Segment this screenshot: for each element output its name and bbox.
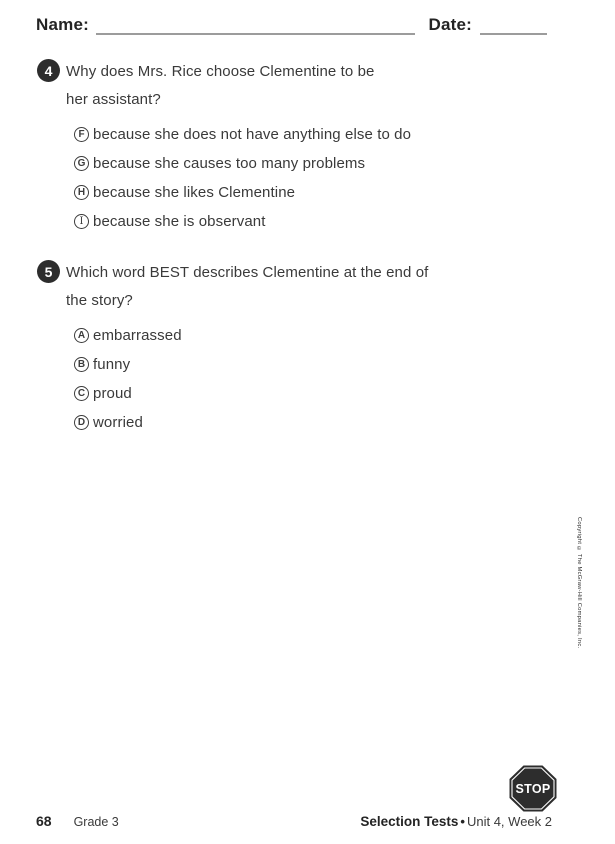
choice-text: proud — [93, 385, 132, 402]
choice-b — [74, 350, 556, 379]
question-4-choices — [74, 120, 556, 236]
choice-bubble-icon — [74, 328, 89, 343]
date-label: Date: — [428, 15, 472, 34]
choice-d — [74, 408, 556, 437]
choice-c — [74, 379, 556, 408]
choice-letter: I — [79, 215, 84, 227]
grade-label: Grade 3 — [73, 815, 119, 829]
choice-bubble-icon — [74, 386, 89, 401]
question-4 — [36, 58, 556, 236]
choice-text: because she causes too many problems — [93, 155, 366, 172]
question-number-badge: 5 — [37, 260, 60, 283]
choice-a — [74, 321, 556, 350]
choice-letter: B — [77, 358, 86, 370]
name-blank-line — [96, 17, 416, 35]
question-text — [66, 58, 375, 114]
question-text-line: the story? — [66, 292, 133, 309]
name-label: Name: — [36, 15, 89, 34]
choice-letter: C — [77, 387, 86, 399]
choice-letter: G — [77, 157, 86, 169]
choice-f — [74, 120, 556, 149]
date-blank-line — [480, 17, 547, 35]
choice-g — [74, 149, 556, 178]
question-text-line: Which word BEST describes Clementine at the end of — [66, 264, 429, 281]
choice-letter: F — [78, 128, 85, 140]
choice-text: embarrassed — [93, 327, 182, 344]
choice-bubble-icon — [74, 214, 89, 229]
page-number: 68 — [36, 813, 52, 829]
choice-bubble-icon — [74, 127, 89, 142]
copyright-text: Copyright © The McGraw-Hill Companies, Inc. — [576, 517, 582, 649]
choice-letter: H — [77, 186, 86, 198]
questions-section — [36, 58, 556, 437]
question-number-badge: 4 — [37, 59, 60, 82]
header — [36, 14, 547, 35]
footer-right — [360, 814, 552, 829]
footer-bullet: • — [460, 814, 465, 829]
question-4-stem — [36, 58, 556, 114]
choice-text: worried — [93, 414, 143, 431]
question-text-line: Why does Mrs. Rice choose Clementine to be — [66, 63, 375, 80]
footer-unit-label: Unit 4, Week 2 — [466, 814, 552, 829]
choice-letter: D — [77, 416, 86, 428]
choice-h — [74, 178, 556, 207]
footer-book-title: Selection Tests — [360, 814, 459, 829]
question-5-stem — [36, 259, 556, 315]
question-5 — [36, 259, 556, 437]
choice-text: because she is observant — [93, 213, 266, 230]
choice-bubble-icon — [74, 415, 89, 430]
question-text-line: her assistant? — [66, 91, 161, 108]
question-5-choices — [74, 321, 556, 437]
choice-bubble-icon — [74, 185, 89, 200]
stop-sign-label: STOP — [515, 782, 551, 797]
footer-left — [36, 813, 119, 829]
choice-text: funny — [93, 356, 131, 373]
choice-bubble-icon — [74, 156, 89, 171]
choice-text: because she does not have anything else to do — [93, 126, 412, 143]
choice-i — [74, 207, 556, 236]
choice-bubble-icon — [74, 357, 89, 372]
choice-text: because she likes Clementine — [93, 184, 296, 201]
choice-letter: A — [77, 329, 86, 341]
stop-sign-icon — [509, 765, 557, 812]
question-text — [66, 259, 428, 315]
